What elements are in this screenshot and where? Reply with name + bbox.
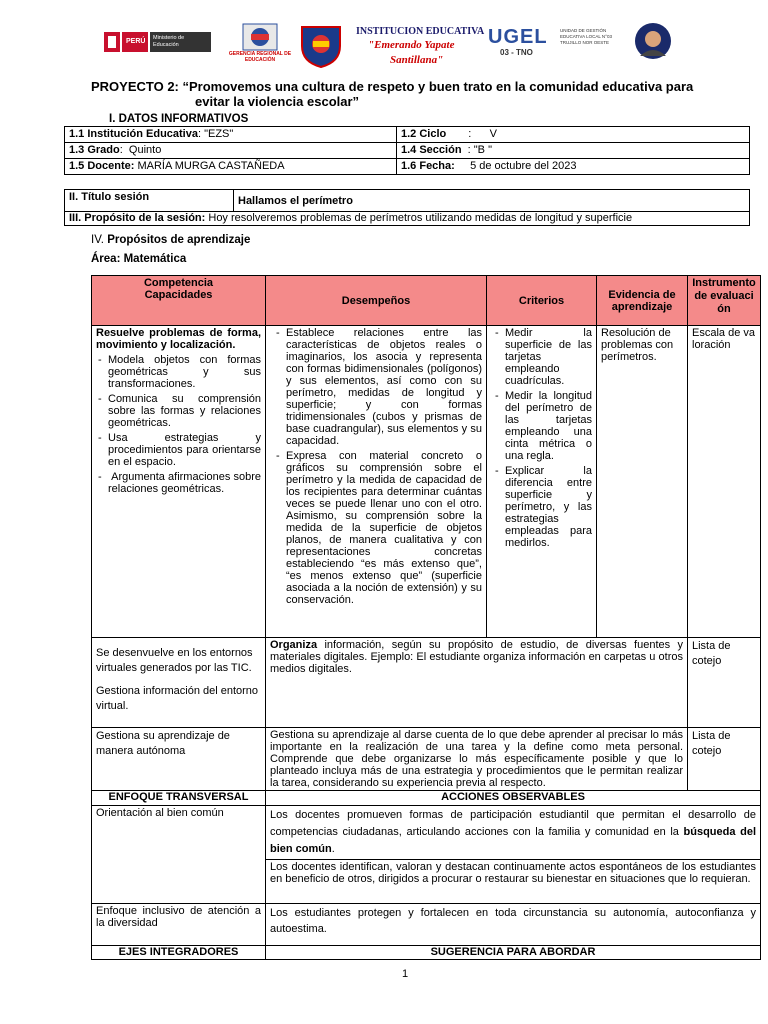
capacidad-item: - Usa estrategias y procedimientos para orientarse en el espacio. (108, 432, 261, 468)
criterio-item: - Medir la superficie de las tarjetas empleando cuadrículas. (505, 327, 592, 387)
accion-bien-comun-1 (266, 806, 761, 860)
grado-value: : Quinto (119, 144, 162, 156)
competencia-resuelve: Resuelve problemas de forma, movimiento y localización. (96, 327, 261, 351)
capacidad-tic: Gestiona información del entorno virtual. (96, 685, 259, 712)
acciones-header: ACCIONES OBSERVABLES (266, 791, 761, 806)
titulo-label: II. Título sesión (65, 190, 234, 212)
ugel-side-label: UNIDAD DE GESTIÓN EDUCATIVA LOCAL N°03 TRUJILLO NOR OESTE (560, 28, 612, 45)
header-competencia (92, 276, 266, 326)
main-table (91, 275, 761, 960)
institucion-value: : "EZS" (197, 128, 234, 140)
logo-portrait (632, 22, 674, 60)
gerencia-emblem-icon (225, 22, 295, 52)
desempeno-autonoma: Gestiona su aprendizaje al darse cuenta de lo que debe aprender al precisar lo más importante en la realización de una tarea y la define como meta personal. Comprende que debe organizarse lo más específicamente posible y que lo planteado incluya más de una estrategia y procedimientos que le permitan realizar la tarea, considerando su experiencia previa al respecto. (266, 728, 688, 791)
accion-bien-comun-text: Los docentes promueven formas de participación estudiantil que permitan el desarrollo de competencias ciudadanas, articulando acciones con la familia y comunidad en la (270, 809, 756, 838)
ciclo-label: 1.2 Ciclo (401, 128, 447, 140)
capacidad-item: - Comunica su comprensión sobre las formas y relaciones geométricas. (108, 393, 261, 429)
accion-bien-comun-2: Los docentes identifican, valoran y destacan continuamente actos espontáneos de los estudiantes en beneficio de otros, dirigidos a procurar o restaurar su bienestar en situaciones que lo requieran. (266, 860, 761, 904)
logo-ugel (488, 26, 623, 66)
enfoque-inclusivo: Enfoque inclusivo de atención a la diversidad (92, 904, 266, 946)
institucion-title: INSTITUCION EDUCATIVA (356, 26, 485, 37)
project-title-line2: evitar la violencia escolar” (195, 94, 360, 109)
docente-label: 1.5 Docente: (69, 160, 135, 172)
desempeno-tic-text: información, según su propósito de estudio, de diversas fuentes y materiales digitales. Ejemplo: El estudiante organiza información en carpetas u otros medios digitales. (270, 639, 683, 675)
institucion-name-2: Santillana" (390, 54, 444, 66)
accion-bien-comun-bold: búsqueda del bien común (270, 826, 757, 855)
enfoque-bien-comun: Orientación al bien común (92, 806, 266, 904)
ministerio-label: Ministerio de Educación (153, 35, 185, 48)
accion-inclusivo: Los estudiantes protegen y fortalecen en toda circunstancia su autonomía, autoconfianza y autoestima. (266, 904, 761, 946)
ugel-label: UGEL (488, 26, 548, 48)
docente-value: MARÍA MURGA CASTAÑEDA (134, 160, 285, 172)
criterios-list (501, 327, 592, 549)
desempeno-item: - Expresa con material concreto o gráficos su comprensión sobre el perímetro y la medida de capacidad de los recipientes para determinar cuántas veces se puede llenar uno con el otro. Asimismo, su comprensión sobre la medida de la superficie de objetos planos, de manera cualitativa y con representaciones concretas estableciendo “es más extenso que”, “es menos extenso que” (superficie asociada a la noción de extensión) y su conservación. (286, 450, 482, 606)
school-shield-icon (298, 24, 344, 68)
proposito-value: Hoy resolveremos problemas de perímetros utilizando medidas de longitud y superficie (205, 212, 633, 224)
seccion-label: 1.4 Sección (401, 144, 462, 156)
datos-table (64, 126, 750, 175)
header-competencia-1: Competencia (143, 277, 214, 289)
capacidad-item: - Argumenta afirmaciones sobre relaciones geométricas. (108, 471, 261, 495)
sugerencia-header: SUGERENCIA PARA ABORDAR (266, 946, 761, 960)
gerencia-label: GERENCIA REGIONAL DE EDUCACIÓN (228, 51, 292, 63)
grado-label: 1.3 Grado (69, 144, 120, 156)
area-label: Área: Matemática (91, 253, 187, 265)
capacidades-list (96, 354, 265, 495)
titulo-value: Hallamos el perímetro (234, 190, 750, 212)
ciclo-value: : V (468, 128, 497, 140)
datos-heading: I. DATOS INFORMATIVOS (109, 113, 249, 125)
logo-school-shield (298, 24, 344, 68)
page-number: 1 (402, 968, 409, 980)
evidencia-value: Resolución de problemas con perímetros. (597, 326, 688, 638)
criterio-item: - Explicar la diferencia entre superficie y perímetro, y las estrategias empleadas para medirlos. (505, 465, 592, 549)
institucion-label: 1.1 Institución Educativa (69, 128, 198, 140)
propositos-heading-text: Propósitos de aprendizaje (107, 234, 251, 246)
competencia-autonoma: Gestiona su aprendizaje de manera autónoma (92, 728, 266, 791)
accion-bien-comun-end: . (331, 843, 335, 855)
instrumento-autonoma: Lista de cotejo (688, 728, 761, 791)
desempeno-tic (266, 638, 688, 728)
portrait-avatar-icon (632, 22, 674, 60)
logo-gerencia (225, 22, 295, 63)
ejes-header: EJES INTEGRADORES (92, 946, 266, 960)
seccion-value: : "B " (461, 144, 492, 156)
institucion-name-1: "Emerando Yapate (368, 39, 455, 51)
logo-institucion (350, 26, 485, 70)
instrumento-value: Escala de valoración (688, 326, 761, 638)
desempenos-list (280, 327, 482, 606)
criterio-item: - Medir la longitud del perímetro de las tarjetas empleando una cinta métrica o una regla. (505, 390, 592, 462)
fecha-label: 1.6 Fecha: (401, 160, 455, 172)
header-instrumento: Instrumento de evaluación (688, 276, 761, 326)
logo-minedu (104, 27, 211, 57)
header-evidencia: Evidencia de aprendizaje (597, 276, 688, 326)
project-title-line1: PROYECTO 2: “Promovemos una cultura de respeto y buen trato en la comunidad educativa para (91, 79, 694, 94)
fecha-value: 5 de octubre del 2023 (454, 160, 577, 172)
header-desempenos: Desempeños (266, 276, 487, 326)
competencia-tic: Se desenvuelve en los entornos virtuales generados por las TIC. (96, 647, 253, 674)
header-competencia-2: Capacidades (144, 289, 213, 301)
propositos-heading (91, 234, 250, 246)
propositos-prefix: IV. (91, 234, 108, 246)
capacidad-item: - Modela objetos con formas geométricas y sus transformaciones. (108, 354, 261, 390)
instrumento-tic: Lista de cotejo (688, 638, 761, 728)
enfoque-header: ENFOQUE TRANSVERSAL (92, 791, 266, 806)
peru-label: PERÚ (126, 38, 146, 45)
sesion-table (64, 189, 750, 226)
proposito-label: III. Propósito de la sesión: (69, 212, 206, 224)
header-criterios: Criterios (487, 276, 597, 326)
ugel-sub: 03 - TNO (500, 48, 533, 57)
desempeno-item: - Establece relaciones entre las características de objetos reales o imaginarios, los asocia y representa con formas bidimensionales (polígonos) y sus elementos, así como con su perímetro, medidas de longitud y superficie; y con formas tridimensionales (cubos y prismas de base cuadrangular), sus elementos y su capacidad. (286, 327, 482, 447)
desempeno-tic-bold: Organiza (270, 639, 318, 651)
